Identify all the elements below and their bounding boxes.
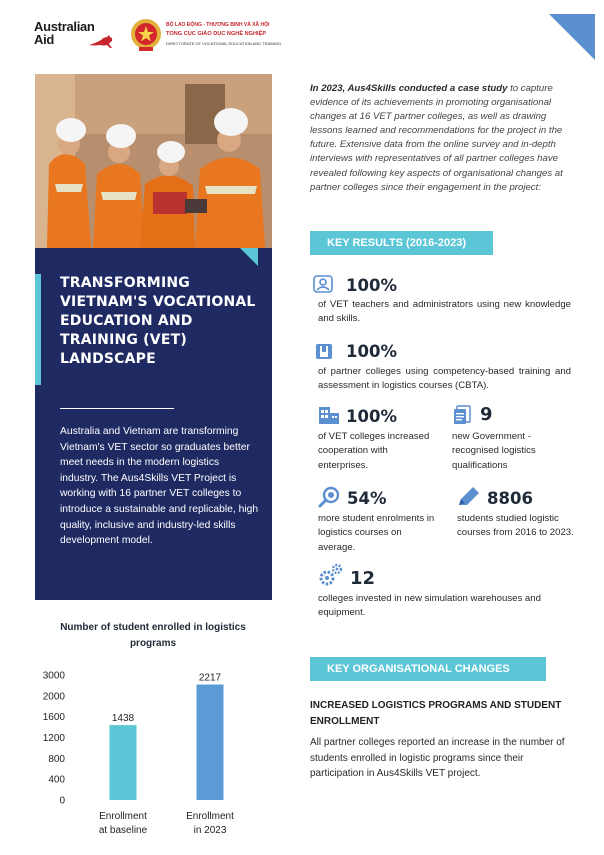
result-4-value: 9 (480, 404, 493, 425)
intro-rest: to capture evidence of its achievements in promoting organisational changes at 16 VET partner colleges, as well as drawing lessons learned and recommendations for the project in the future. Extensive data from the online survey and in-depth interviews with representatives of all partner colleges have revealed following key aspects of organisational changes at partner colleges since their engagement in the project: (310, 83, 563, 193)
pencil-icon (456, 486, 480, 508)
document-icon (453, 405, 471, 425)
category-label: Enrollment (186, 811, 234, 822)
intro-panel (35, 248, 272, 600)
molisa-logo (130, 18, 280, 58)
y-tick-label: 3000 (42, 670, 65, 682)
result-1-value: 100% (346, 276, 397, 295)
result-7-text: colleges invested in new simulation warehouses and equipment. (318, 593, 541, 619)
national-emblem-icon (130, 18, 162, 52)
molisa-directorate-name: TỔNG CỤC GIÁO DỤC NGHỀ NGHIỆP (166, 31, 267, 37)
user-check-icon (313, 275, 333, 293)
org-changes-subheading: INCREASED LOGISTICS PROGRAMS AND STUDENT ENROLLMENT (310, 700, 562, 727)
key-results-heading: KEY RESULTS (2016-2023) (310, 231, 493, 255)
result-5-text: more student enrolments in logistics courses on average. (318, 513, 435, 553)
result-5-value: 54% (347, 489, 387, 508)
enrollment-bar-chart (35, 665, 272, 845)
result-6-text: students studied logistic courses from 2016 to 2023. (457, 513, 574, 539)
panel-title: TRANSFORMING VIETNAM'S VOCATIONAL EDUCATION AND TRAINING (VET) LANDSCAPE (60, 275, 256, 367)
result-2-text: of partner colleges using competency-based training and assessment in logistics courses (CBTA). (318, 366, 571, 392)
y-tick-label: 2000 (42, 691, 65, 703)
intro-lead: In 2023, Aus4Skills conducted a case study (310, 83, 508, 94)
category-label: in 2023 (193, 825, 227, 836)
magnifier-icon (318, 486, 340, 508)
book-icon (315, 342, 333, 360)
bar-2 (197, 685, 224, 800)
y-tick-label: 0 (59, 795, 65, 807)
aus-logo-line1: Australian (34, 19, 95, 34)
result-1-text: of VET teachers and administrators using new knowledge and skills. (318, 299, 571, 325)
y-tick-label: 1600 (42, 712, 65, 724)
kangaroo-icon (88, 34, 120, 50)
result-2-value: 100% (346, 342, 397, 361)
result-7-value: 12 (350, 568, 376, 589)
molisa-ministry-name: BỘ LAO ĐỘNG - THƯƠNG BINH VÀ XÃ HỘI (166, 22, 270, 28)
bar-1 (110, 725, 137, 800)
building-icon (318, 405, 340, 425)
category-label: Enrollment (99, 811, 147, 822)
y-tick-label: 1200 (42, 733, 65, 744)
panel-divider (60, 408, 174, 409)
result-3-text: of VET colleges increased cooperation with enterprises. (318, 431, 430, 471)
panel-body-text: Australia and Vietnam are transforming Vietnam's VET sector so graduates better meet needs in the modern logistics industry. The Aus4Skills VET Project is working with 16 partner VET colleges to introduce a sustainable and replicable, high quality, inclusive and industry-led skills development model. (60, 426, 259, 547)
gears-icon (318, 563, 344, 587)
category-label: at baseline (98, 825, 148, 836)
australian-aid-logo (34, 20, 116, 56)
intro-paragraph (310, 82, 580, 195)
result-4-text: new Government -recognised logistics qualifications (452, 431, 536, 471)
y-tick-label: 400 (48, 774, 65, 786)
org-changes-body: All partner colleges reported an increase in the number of students enrolled in logistic programs since their participation in Aus4Skills VET project. (310, 737, 565, 780)
key-organisational-changes-heading: KEY ORGANISATIONAL CHANGES (310, 657, 546, 681)
panel-fold-decoration (240, 248, 258, 266)
y-tick-label: 800 (48, 753, 65, 765)
bar-value-label: 1438 (111, 713, 135, 725)
panel-accent-bar (35, 274, 41, 385)
corner-triangle-decoration (549, 14, 595, 60)
result-6-value: 8806 (487, 489, 533, 508)
bar-value-label: 2217 (198, 672, 222, 684)
students-photo (35, 74, 272, 248)
molisa-directorate-english: DIRECTORATE OF VOCATIONAL EDUCATION AND TRAINING (166, 41, 282, 46)
aus-logo-line2: Aid (34, 32, 55, 47)
result-3-value: 100% (346, 407, 397, 426)
chart-title: Number of student enrolled in logistics programs (60, 622, 246, 649)
